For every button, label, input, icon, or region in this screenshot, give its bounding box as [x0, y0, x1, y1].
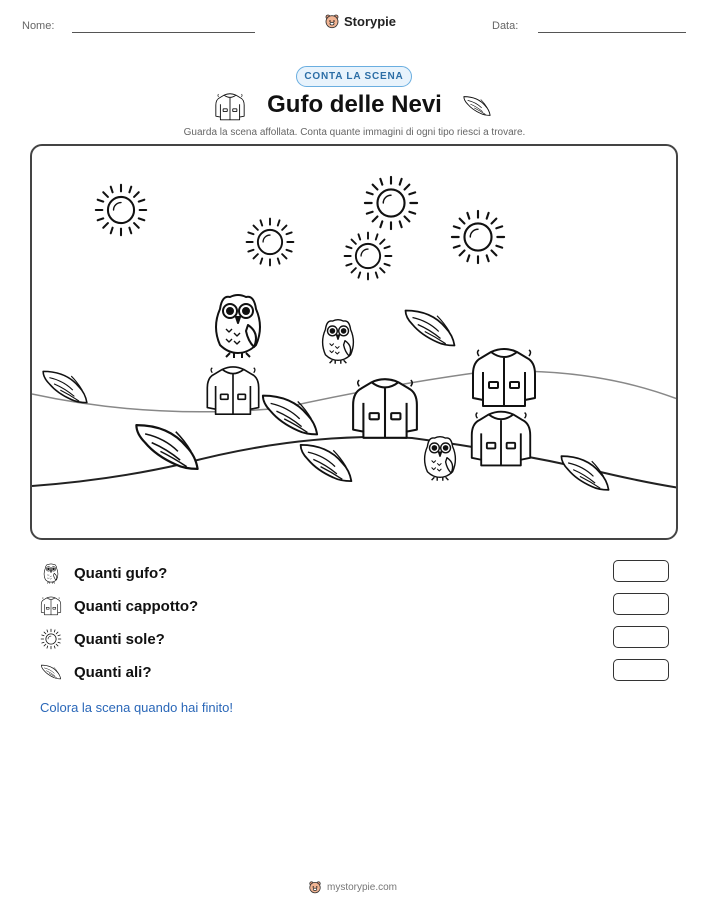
site-footer: [308, 880, 397, 894]
owl-icon: [40, 562, 62, 584]
question-row: [40, 660, 152, 684]
wing-icon: [132, 414, 202, 480]
wing-icon: [558, 446, 612, 500]
date-label: Data:: [492, 20, 519, 32]
page-subtitle: Guarda la scena affollata. Conta quante immagini di ogni tipo riesci a trovare.: [183, 127, 526, 138]
question-row: [40, 627, 165, 651]
sun-icon: [93, 182, 149, 238]
answer-box-owl[interactable]: [613, 560, 669, 582]
question-label: Quanti cappotto?: [74, 597, 199, 615]
wing-icon: [40, 364, 90, 410]
brand-logo: [324, 13, 396, 29]
sun-icon: [449, 208, 507, 266]
counting-scene: [30, 144, 678, 540]
bear-logo-icon: [308, 880, 322, 894]
coat-icon: [468, 408, 534, 470]
name-line[interactable]: [72, 32, 255, 33]
question-label: Quanti ali?: [74, 663, 152, 681]
sun-icon: [244, 216, 296, 268]
coat-icon: [467, 346, 541, 410]
owl-icon: [419, 430, 461, 484]
coat-icon: [40, 595, 62, 617]
wing-icon: [40, 661, 62, 683]
owl-icon: [208, 288, 268, 360]
answer-box-coat[interactable]: [613, 593, 669, 615]
sun-icon: [362, 174, 420, 232]
wing-icon: [462, 92, 492, 120]
sun-icon: [40, 628, 62, 650]
activity-badge: CONTA LA SCENA: [296, 66, 412, 87]
question-label: Quanti gufo?: [74, 564, 168, 582]
wing-icon: [402, 302, 458, 354]
question-label: Quanti sole?: [74, 630, 165, 648]
coloring-instruction: Colora la scena quando hai finito!: [40, 700, 233, 715]
sun-icon: [342, 230, 394, 282]
page-title: Gufo delle Nevi: [267, 91, 442, 118]
owl-icon: [317, 314, 359, 366]
question-row: [40, 561, 167, 585]
coat-icon: [349, 376, 421, 442]
wing-icon: [297, 436, 355, 490]
brand-name: Storypie: [344, 13, 397, 29]
name-label: Nome:: [22, 20, 55, 32]
answer-box-sun[interactable]: [613, 626, 669, 648]
bear-logo-icon: [324, 13, 340, 29]
coat-icon: [204, 364, 262, 418]
site-url[interactable]: mystorypie.com: [327, 881, 398, 893]
date-line[interactable]: [538, 32, 686, 33]
question-row: [40, 594, 198, 618]
answer-box-wing[interactable]: [613, 659, 669, 681]
